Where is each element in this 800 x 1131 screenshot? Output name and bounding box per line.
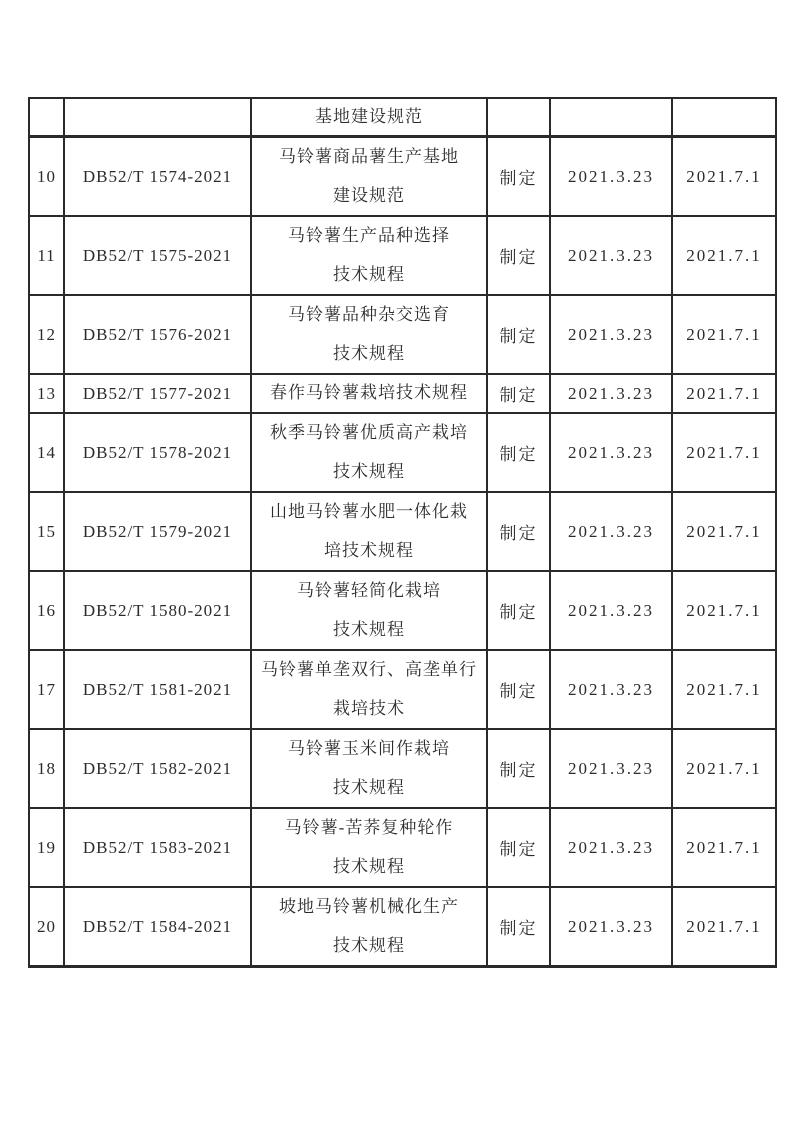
row-number: 15 bbox=[29, 492, 64, 571]
standard-name bbox=[251, 492, 487, 571]
row-number: 20 bbox=[29, 887, 64, 967]
standard-name-line: 栽培技术 bbox=[333, 698, 405, 718]
implement-date: 2021.7.1 bbox=[672, 729, 776, 808]
release-date bbox=[550, 98, 672, 137]
release-date: 2021.3.23 bbox=[550, 295, 672, 374]
release-date: 2021.3.23 bbox=[550, 571, 672, 650]
standard-name bbox=[251, 295, 487, 374]
table-row bbox=[29, 374, 776, 413]
row-number: 14 bbox=[29, 413, 64, 492]
release-date: 2021.3.23 bbox=[550, 137, 672, 217]
standard-name-line: 马铃薯商品薯生产基地 bbox=[279, 147, 459, 167]
release-date: 2021.3.23 bbox=[550, 650, 672, 729]
table-row bbox=[29, 650, 776, 729]
standard-name-line: 秋季马铃薯优质高产栽培 bbox=[270, 423, 468, 443]
row-number bbox=[29, 98, 64, 137]
standards-table bbox=[28, 97, 777, 968]
revision-type: 制定 bbox=[487, 374, 550, 413]
standard-name-line: 马铃薯单垄双行、高垄单行 bbox=[261, 660, 477, 680]
standard-name bbox=[251, 137, 487, 217]
standard-code: DB52/T 1580-2021 bbox=[64, 571, 251, 650]
standard-name bbox=[251, 413, 487, 492]
standard-name bbox=[251, 571, 487, 650]
table-row-partial bbox=[29, 98, 776, 137]
standard-name-line: 培技术规程 bbox=[324, 540, 414, 560]
table-row bbox=[29, 295, 776, 374]
standard-name bbox=[251, 98, 487, 137]
implement-date: 2021.7.1 bbox=[672, 887, 776, 967]
row-number: 12 bbox=[29, 295, 64, 374]
standard-code: DB52/T 1581-2021 bbox=[64, 650, 251, 729]
release-date: 2021.3.23 bbox=[550, 374, 672, 413]
standard-code: DB52/T 1576-2021 bbox=[64, 295, 251, 374]
table-row bbox=[29, 808, 776, 887]
revision-type: 制定 bbox=[487, 729, 550, 808]
row-number: 11 bbox=[29, 216, 64, 295]
implement-date: 2021.7.1 bbox=[672, 216, 776, 295]
standard-code: DB52/T 1578-2021 bbox=[64, 413, 251, 492]
table-row bbox=[29, 729, 776, 808]
row-number: 17 bbox=[29, 650, 64, 729]
revision-type: 制定 bbox=[487, 887, 550, 967]
standard-name-line: 技术规程 bbox=[333, 461, 405, 481]
implement-date: 2021.7.1 bbox=[672, 650, 776, 729]
standard-name-line: 技术规程 bbox=[333, 264, 405, 284]
standard-code: DB52/T 1575-2021 bbox=[64, 216, 251, 295]
standard-code: DB52/T 1579-2021 bbox=[64, 492, 251, 571]
table-row bbox=[29, 216, 776, 295]
implement-date: 2021.7.1 bbox=[672, 808, 776, 887]
standard-code: DB52/T 1583-2021 bbox=[64, 808, 251, 887]
implement-date: 2021.7.1 bbox=[672, 492, 776, 571]
table-row bbox=[29, 413, 776, 492]
revision-type: 制定 bbox=[487, 650, 550, 729]
release-date: 2021.3.23 bbox=[550, 413, 672, 492]
standard-name-line: 马铃薯玉米间作栽培 bbox=[288, 739, 450, 759]
standard-name-line: 春作马铃薯栽培技术规程 bbox=[270, 383, 468, 403]
release-date: 2021.3.23 bbox=[550, 729, 672, 808]
standard-name-line: 技术规程 bbox=[333, 777, 405, 797]
standard-name-line: 马铃薯品种杂交选育 bbox=[288, 305, 450, 325]
row-number: 18 bbox=[29, 729, 64, 808]
standard-name-line: 马铃薯生产品种选择 bbox=[288, 226, 450, 246]
revision-type: 制定 bbox=[487, 295, 550, 374]
standard-name-line: 马铃薯-苦荞复种轮作 bbox=[284, 818, 454, 838]
revision-type: 制定 bbox=[487, 808, 550, 887]
implement-date: 2021.7.1 bbox=[672, 571, 776, 650]
revision-type: 制定 bbox=[487, 492, 550, 571]
standard-name-line: 基地建设规范 bbox=[315, 106, 423, 126]
implement-date: 2021.7.1 bbox=[672, 374, 776, 413]
standard-code: DB52/T 1584-2021 bbox=[64, 887, 251, 967]
standard-code bbox=[64, 98, 251, 137]
row-number: 13 bbox=[29, 374, 64, 413]
release-date: 2021.3.23 bbox=[550, 492, 672, 571]
table-row bbox=[29, 492, 776, 571]
release-date: 2021.3.23 bbox=[550, 216, 672, 295]
revision-type: 制定 bbox=[487, 413, 550, 492]
standard-name-line: 坡地马铃薯机械化生产 bbox=[279, 897, 459, 917]
revision-type: 制定 bbox=[487, 137, 550, 217]
standard-name-line: 建设规范 bbox=[333, 185, 405, 205]
row-number: 16 bbox=[29, 571, 64, 650]
table-row bbox=[29, 137, 776, 217]
standard-code: DB52/T 1574-2021 bbox=[64, 137, 251, 217]
standard-code: DB52/T 1577-2021 bbox=[64, 374, 251, 413]
standard-name-line: 技术规程 bbox=[333, 935, 405, 955]
implement-date: 2021.7.1 bbox=[672, 413, 776, 492]
implement-date: 2021.7.1 bbox=[672, 295, 776, 374]
standard-code: DB52/T 1582-2021 bbox=[64, 729, 251, 808]
standard-name-line: 技术规程 bbox=[333, 343, 405, 363]
standard-name bbox=[251, 216, 487, 295]
release-date: 2021.3.23 bbox=[550, 887, 672, 967]
standard-name-line: 山地马铃薯水肥一体化栽 bbox=[270, 502, 468, 522]
standard-name-line: 技术规程 bbox=[333, 619, 405, 639]
table-row bbox=[29, 571, 776, 650]
revision-type: 制定 bbox=[487, 571, 550, 650]
row-number: 10 bbox=[29, 137, 64, 217]
row-number: 19 bbox=[29, 808, 64, 887]
standard-name bbox=[251, 808, 487, 887]
standard-name-line: 技术规程 bbox=[333, 856, 405, 876]
release-date: 2021.3.23 bbox=[550, 808, 672, 887]
implement-date bbox=[672, 98, 776, 137]
table-row bbox=[29, 887, 776, 967]
standard-name bbox=[251, 729, 487, 808]
revision-type bbox=[487, 98, 550, 137]
standard-name bbox=[251, 887, 487, 967]
implement-date: 2021.7.1 bbox=[672, 137, 776, 217]
standard-name bbox=[251, 374, 487, 413]
standard-name bbox=[251, 650, 487, 729]
revision-type: 制定 bbox=[487, 216, 550, 295]
standard-name-line: 马铃薯轻简化栽培 bbox=[297, 581, 441, 601]
